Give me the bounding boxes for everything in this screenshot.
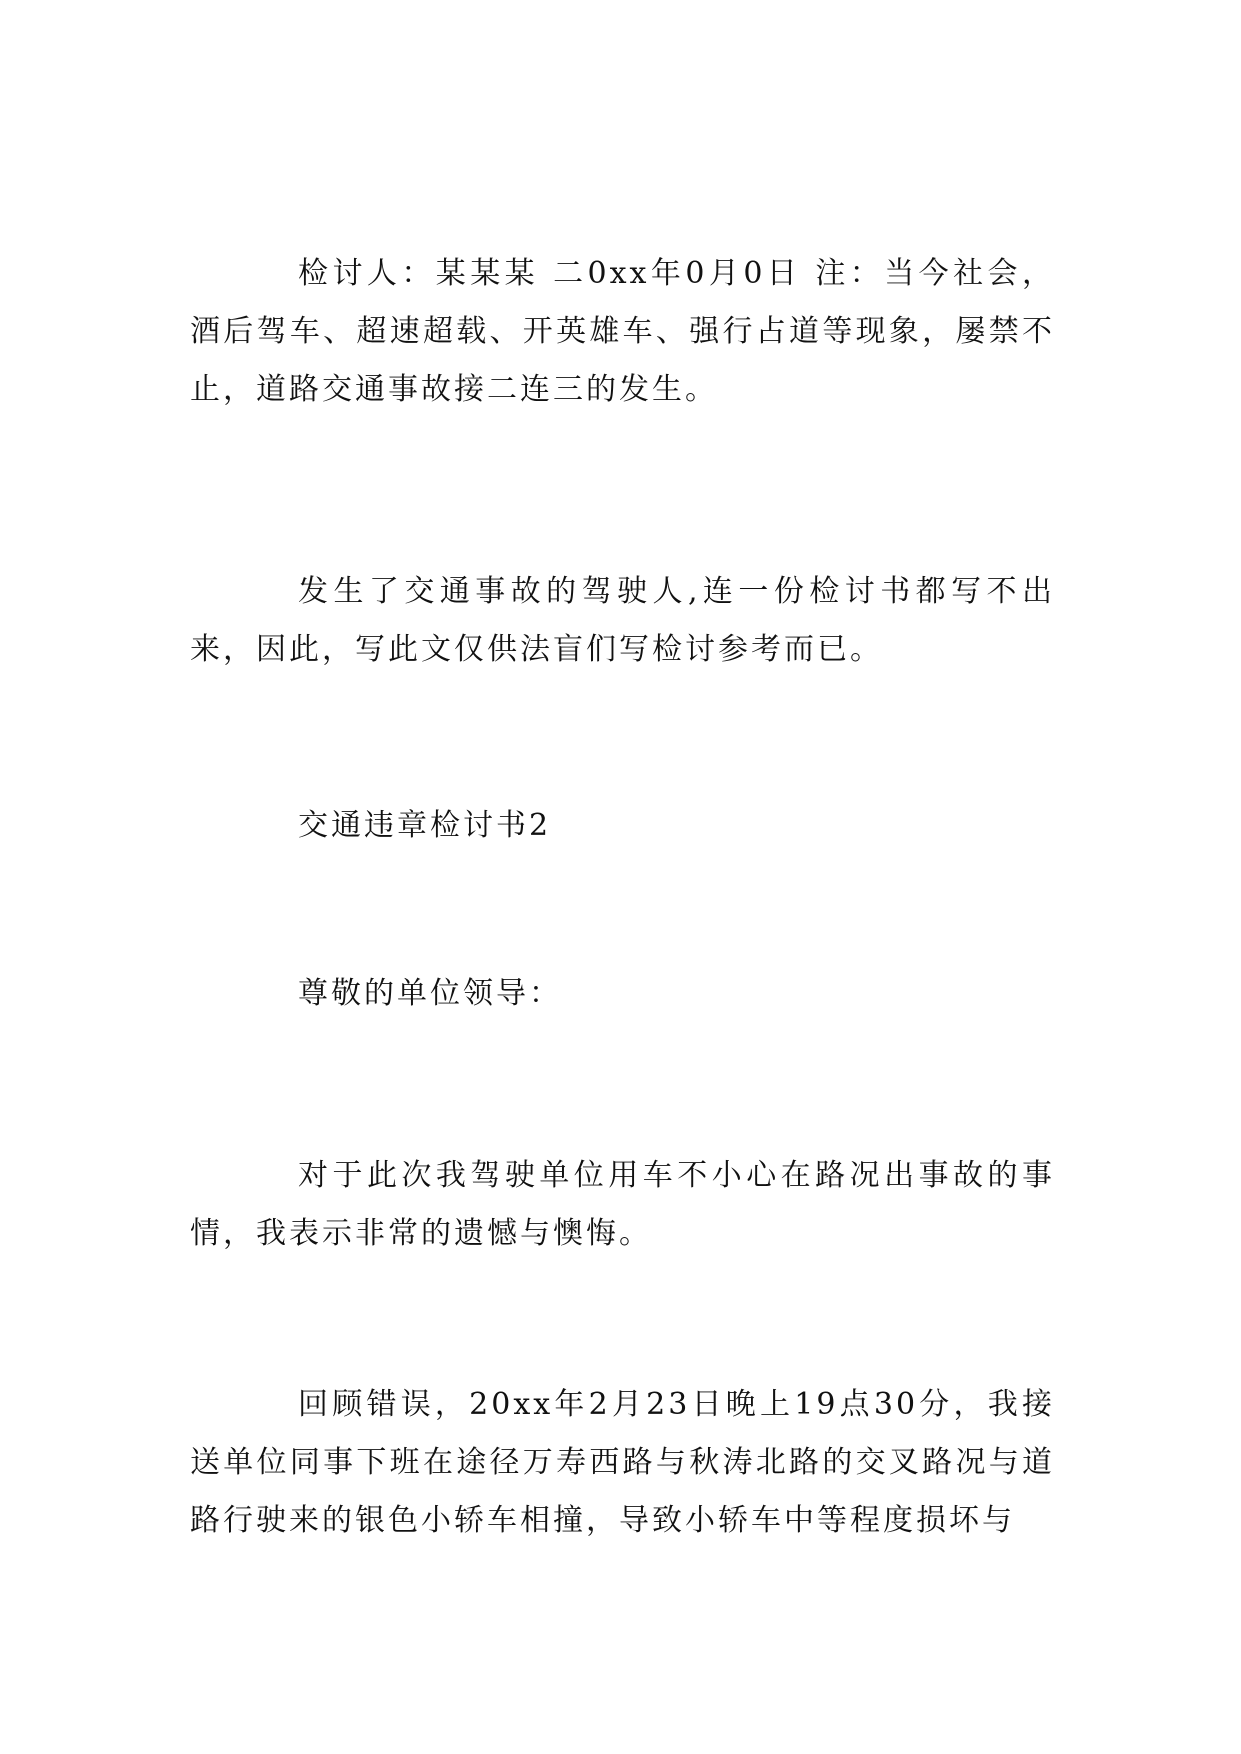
- section-title: 交通违章检讨书2: [298, 808, 552, 843]
- salutation: 尊敬的单位领导：: [298, 976, 562, 1011]
- paragraph-apology: 对于此次我驾驶单位用车不小心在路况出事故的事情，我表示非常的遗憾与懊悔。: [190, 1158, 1055, 1251]
- paragraph-purpose: 发生了交通事故的驾驶人,连一份检讨书都写不出来，因此，写此文仅供法盲们写检讨参考而已。: [190, 574, 1055, 667]
- paragraph-signature-note: 检讨人：某某某 二0xx年0月0日 注：当今社会，酒后驾车、超速超载、开英雄车、强行占道等现象，屡禁不止，道路交通事故接二连三的发生。: [190, 256, 1055, 407]
- paragraph-incident: 回顾错误，20xx年2月23日晚上19点30分，我接送单位同事下班在途径万寿西路与秋涛北路的交叉路况与道路行驶来的银色小轿车相撞，导致小轿车中等程度损坏与: [190, 1387, 1055, 1538]
